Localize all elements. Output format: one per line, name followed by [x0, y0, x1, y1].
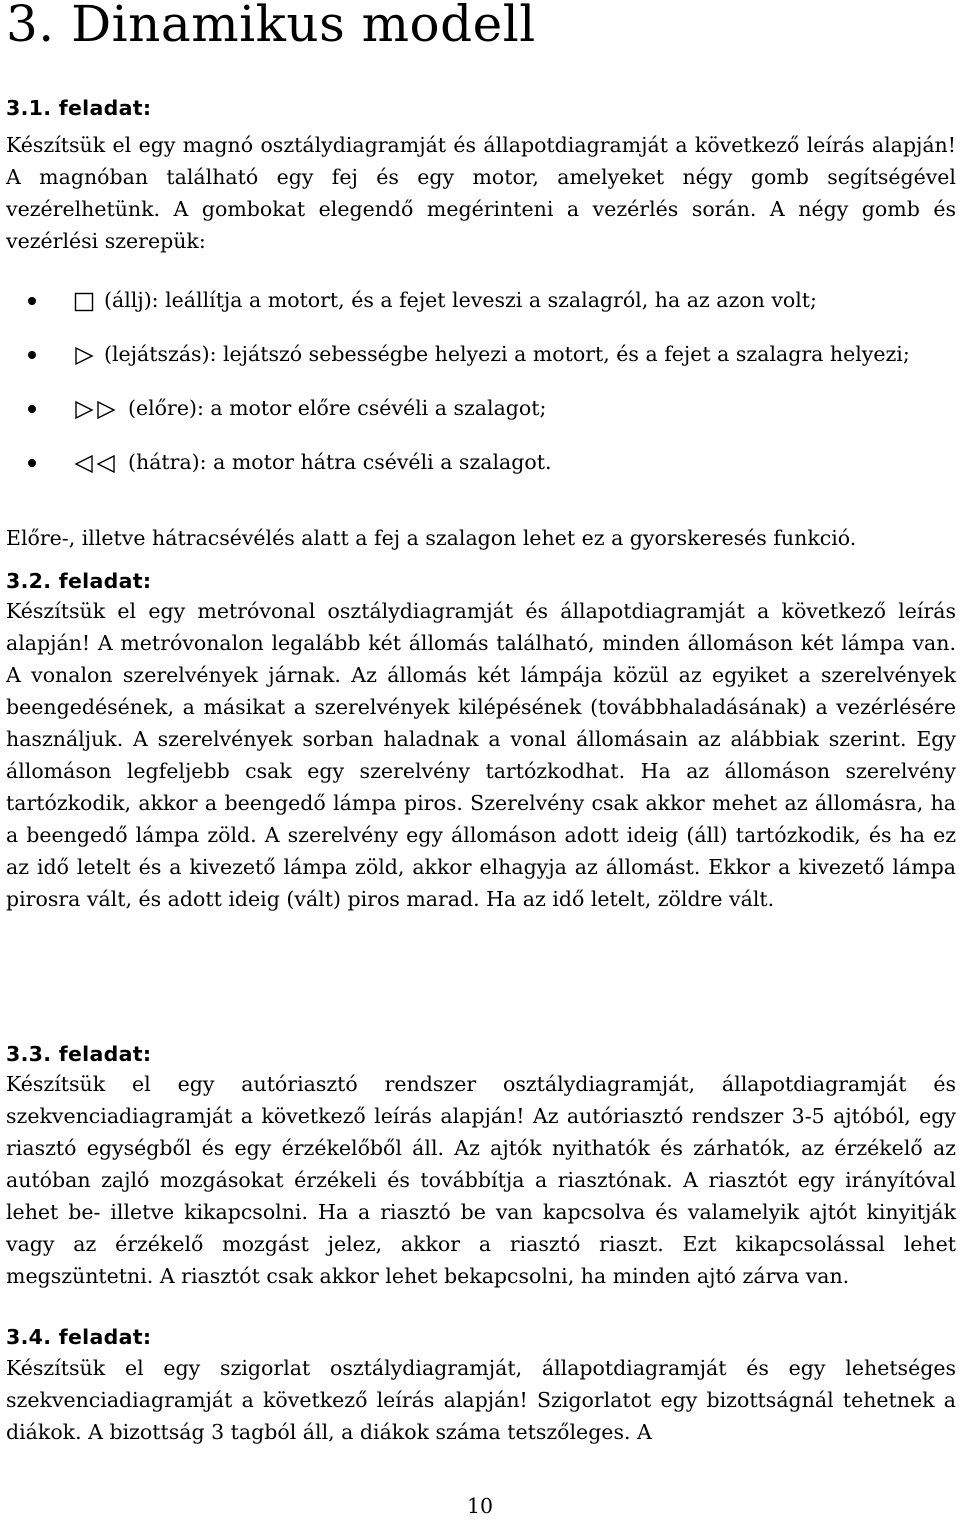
- section-3-1-outro: Előre-, illetve hátracsévélés alatt a fej a szalagon lehet ez a gyorskeresés funkció.: [6, 526, 857, 550]
- list-item-text: (előre): a motor előre csévéli a szalagot;: [128, 396, 547, 420]
- button-list: [6, 284, 956, 478]
- bullet-icon: [28, 351, 36, 359]
- section-heading-3-4: 3.4. feladat:: [6, 1325, 152, 1349]
- section-3-3-body: Készítsük el egy autóriasztó rendszer osztálydiagramját, állapotdiagramját és szekvenciadiagramját a következő leírás alapján! Az autóriasztó rendszer 3-5 ajtóból, egy riasztó egységből és egy érzékelőből áll. Az ajtók nyithatók és zárhatók, az érzékelő az autóban zajló mozgásokat érzékeli és továbbítja a riasztónak. A riasztót egy irányítóval lehet be- illetve kikapcsolni. Ha a riasztó be van kapcsolva és valamelyik ajtót kinyitják vagy az érzékelő mozgást jelez, akkor a riasztó riaszt. Ezt kikapcsolással lehet megszüntetni. A riasztót csak akkor lehet bekapcsolni, ha minden ajtó zárva van.: [6, 1072, 956, 1288]
- list-item: [6, 446, 956, 478]
- bullet-icon: [28, 405, 36, 413]
- section-heading-3-3: 3.3. feladat:: [6, 1042, 152, 1066]
- list-item-text: (lejátszás): lejátszó sebességbe helyezi a motort, és a fejet a szalagra helyezi;: [104, 342, 910, 366]
- play-triangle-icon: [74, 346, 94, 366]
- bullet-icon: [28, 459, 36, 467]
- page-number: 10: [466, 1494, 494, 1518]
- list-item-text: (állj): leállítja a motort, és a fejet leveszi a szalagról, ha az azon volt;: [104, 288, 817, 312]
- fast-forward-icon: [74, 400, 118, 420]
- stop-square-icon: [74, 292, 94, 312]
- bullet-icon: [28, 297, 36, 305]
- rewind-icon: [74, 454, 118, 474]
- list-item: [6, 338, 956, 370]
- list-item: [6, 392, 956, 424]
- section-heading-3-1: 3.1. feladat:: [6, 96, 152, 120]
- list-item: [6, 284, 956, 316]
- section-3-1-intro: Készítsük el egy magnó osztálydiagramját és állapotdiagramját a következő leírás alapján! A magnóban található egy fej és egy motor, amelyeket négy gomb segítségével vezérelhetünk. A gombokat elegendő megérinteni a vezérlés során. A négy gomb és vezérlési szerepük:: [6, 133, 956, 253]
- section-3-4-body: Készítsük el egy szigorlat osztálydiagramját, állapotdiagramját és egy lehetséges szekvenciadiagramját a következő leírás alapján! Szigorlatot egy bizottságnál tehetnek a diákok. A bizottság 3 tagból áll, a diákok száma tetszőleges. A: [6, 1356, 956, 1444]
- chapter-title: 3. Dinamikus modell: [6, 0, 536, 53]
- section-heading-3-2: 3.2. feladat:: [6, 569, 152, 593]
- list-item-text: (hátra): a motor hátra csévéli a szalagot.: [128, 450, 552, 474]
- section-3-2-body: Készítsük el egy metróvonal osztálydiagramját és állapotdiagramját a következő leírás alapján! A metróvonalon legalább két állomás található, minden állomáson két lámpa van. A vonalon szerelvények járnak. Az állomás két lámpája közül az egyiket a szerelvények beengedésének, a másikat a szerelvények kilépésének (továbbhaladásának) a vezérlésére használjuk. A szerelvények sorban haladnak a vonal állomásain az alábbiak szerint. Egy állomáson legfeljebb csak egy szerelvény tartózkodhat. Ha az állomáson szerelvény tartózkodik, akkor a beengedő lámpa piros. Szerelvény csak akkor mehet az állomásra, ha a beengedő lámpa zöld. A szerelvény egy állomáson adott ideig (áll) tartózkodik, és ha ez az idő letelt és a kivezető lámpa zöld, akkor elhagyja az állomást. Ekkor a kivezető lámpa pirosra vált, és adott ideig (vált) piros marad. Ha az idő letelt, zöldre vált.: [6, 599, 956, 911]
